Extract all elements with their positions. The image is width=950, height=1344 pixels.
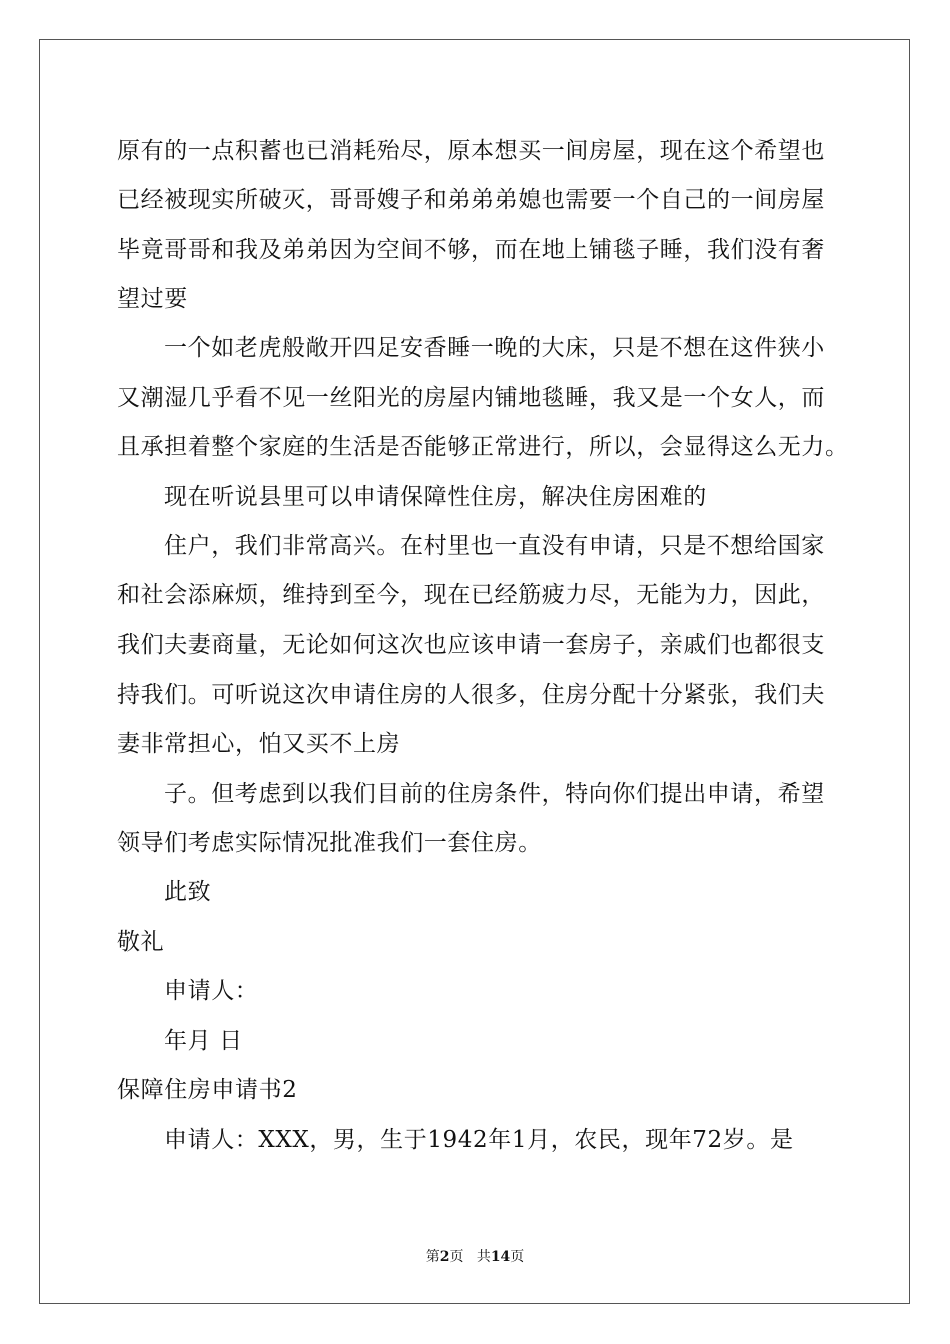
text-line-10: 和社会添麻烦，维持到至今，现在已经筋疲力尽，无能为力，因此， [117,582,825,608]
text-line-13: 妻非常担心，怕又买不上房 [117,731,401,757]
text-line-11: 我们夫妻商量，无论如何这次也应该申请一套房子，亲戚们也都很支 [117,632,825,658]
text-line-4: 望过要 [117,286,188,312]
text-line-15: 领导们考虑实际情况批准我们一套住房。 [117,830,542,856]
applicant-signature-label: 申请人： [164,978,259,1004]
date-line: 年月 日 [164,1028,243,1054]
text-line-9: 住户，我们非常高兴。在村里也一直没有申请，只是不想给国家 [164,533,825,559]
text-line-5: 一个如老虎般敞开四足安香睡一晚的大床，只是不想在这件狭小 [164,335,825,361]
page-suffix: 页 [449,1249,464,1265]
total-suffix: 页 [510,1249,525,1265]
text-line-applicant-info: 申请人：XXX，男，生于1942年1月，农民，现年72岁。是 [164,1127,794,1153]
text-line-3: 毕竟哥哥和我及弟弟因为空间不够，而在地上铺毯子睡，我们没有奢 [117,237,825,263]
text-line-2: 已经被现实所破灭，哥哥嫂子和弟弟弟媳也需要一个自己的一间房屋 [117,187,825,213]
text-line-14: 子。但考虑到以我们目前的住房条件，特向你们提出申请，希望 [164,781,825,807]
closing-salutation: 此致 [164,879,212,905]
page-border [39,39,910,1304]
page-prefix: 第 [425,1249,440,1265]
text-line-1: 原有的一点积蓄也已消耗殆尽，原本想买一间房屋，现在这个希望也 [117,138,825,164]
closing-respect: 敬礼 [117,929,165,955]
total-prefix: 共 [476,1249,491,1265]
text-line-7: 且承担着整个家庭的生活是否能够正常进行，所以，会显得这么无力。 [117,434,849,460]
page-number: 2 [439,1249,450,1265]
page-footer [0,1248,950,1266]
text-line-12: 持我们。可听说这次申请住房的人很多，住房分配十分紧张，我们夫 [117,682,825,708]
text-line-8: 现在听说县里可以申请保障性住房，解决住房困难的 [164,484,707,510]
total-pages: 14 [490,1249,511,1265]
section-title: 保障住房申请书2 [117,1077,298,1103]
text-line-6: 又潮湿几乎看不见一丝阳光的房屋内铺地毯睡，我又是一个女人，而 [117,385,825,411]
